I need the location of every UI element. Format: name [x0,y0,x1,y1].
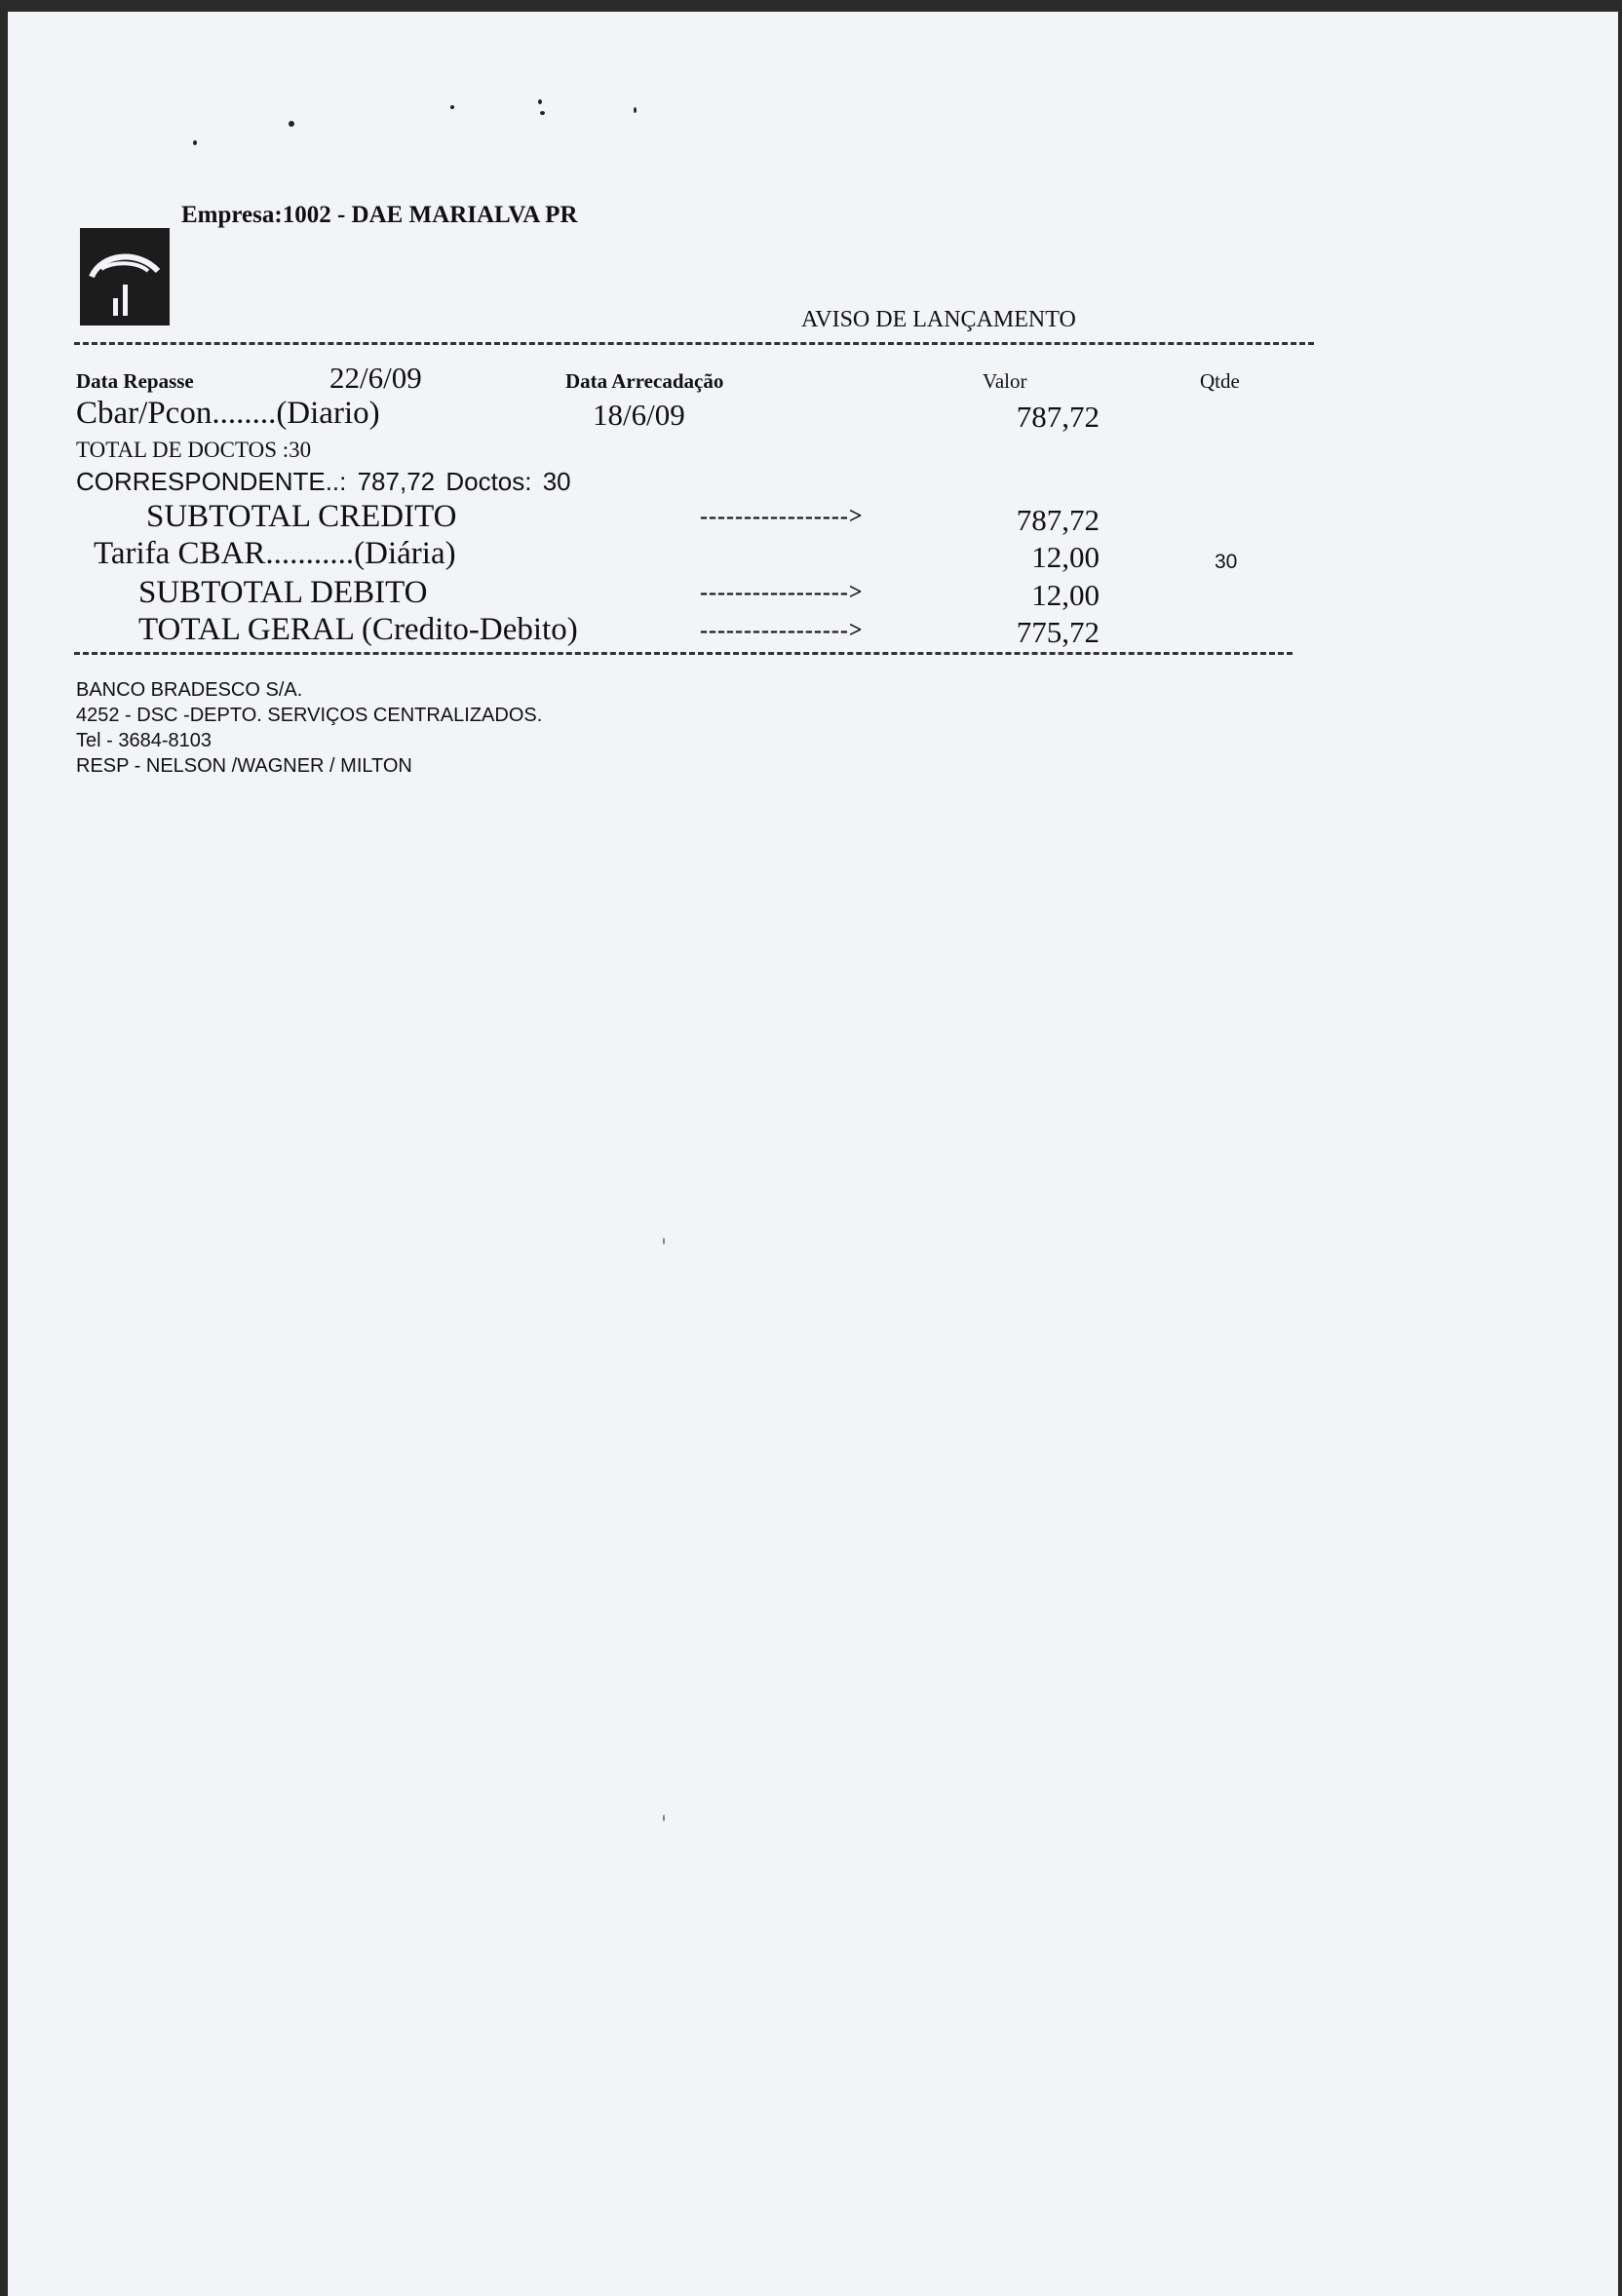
subtotal-credito-arrow: -----------------> [700,504,864,529]
footer-tel: Tel - 3684-8103 [76,730,212,751]
speck [450,105,454,109]
valor-label: Valor [983,369,1027,393]
footer-dept: 4252 - DSC -DEPTO. SERVIÇOS CENTRALIZADOS. [76,705,543,726]
cbar-date: 18/6/09 [593,398,685,432]
subtotal-credito-value: 787,72 [1016,503,1100,537]
scanned-page [8,12,1618,2296]
speck [663,1815,665,1821]
divider-top [74,342,1314,345]
document-title: AVISO DE LANÇAMENTO [801,307,1076,332]
correspondente-line: CORRESPONDENTE..: 787,72 Doctos: 30 [76,467,571,496]
data-repasse-label: Data Repasse [76,369,194,393]
speck [289,121,294,127]
cbar-value: 787,72 [1016,400,1100,434]
subtotal-debito-value: 12,00 [1031,578,1100,612]
subtotal-credito-label: SUBTOTAL CREDITO [146,499,457,534]
empresa-header: Empresa:1002 - DAE MARIALVA PR [181,202,578,228]
footer-bank: BANCO BRADESCO S/A. [76,679,303,701]
tarifa-value: 12,00 [1031,540,1100,574]
subtotal-debito-label: SUBTOTAL DEBITO [138,575,428,610]
cbar-label: Cbar/Pcon........(Diario) [76,396,380,431]
total-geral-label: TOTAL GERAL (Credito-Debito) [138,612,578,647]
tarifa-qtde: 30 [1215,551,1238,573]
divider-bottom [74,652,1293,655]
speck [538,99,542,104]
data-arrecadacao-label: Data Arrecadação [565,369,724,393]
subtotal-debito-arrow: -----------------> [700,580,864,605]
speck [634,107,637,113]
total-doctos: TOTAL DE DOCTOS :30 [76,438,312,462]
speck [540,111,545,115]
footer-resp: RESP - NELSON /WAGNER / MILTON [76,755,412,777]
data-repasse-value: 22/6/09 [329,361,422,395]
tarifa-label: Tarifa CBAR...........(Diária) [94,536,456,571]
qtde-label: Qtde [1200,369,1240,393]
total-geral-value: 775,72 [1016,615,1100,649]
total-geral-arrow: -----------------> [700,618,864,643]
bradesco-logo-icon [80,228,170,325]
speck [193,140,197,145]
speck [663,1238,665,1244]
